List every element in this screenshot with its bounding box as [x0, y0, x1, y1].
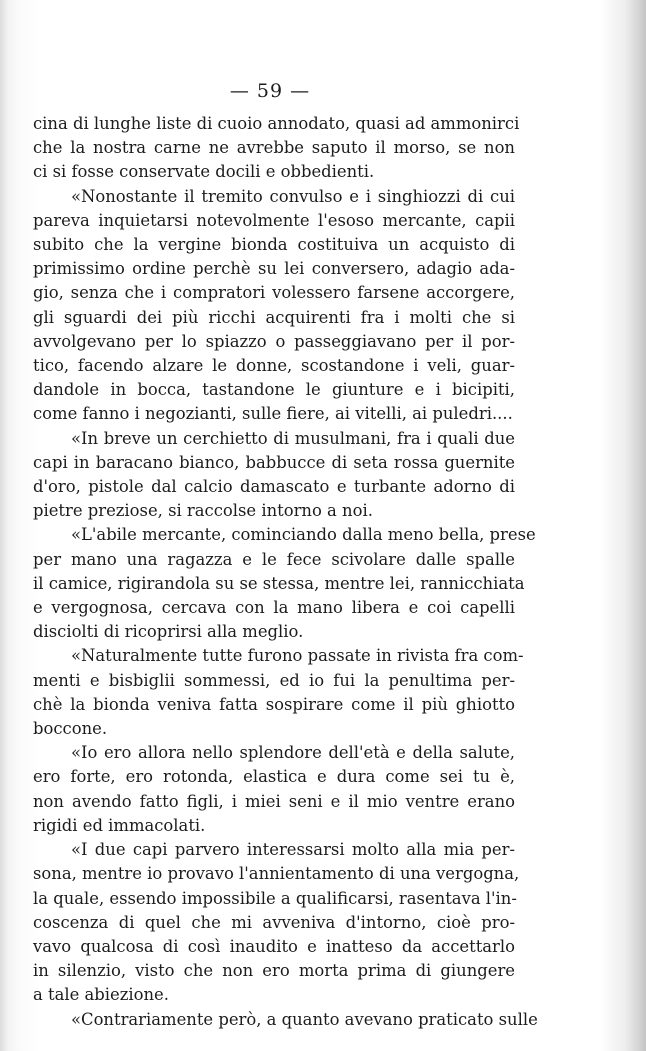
text-line: primissimo ordine perchè su lei conversero, adagio ada- — [33, 259, 515, 279]
body-text — [33, 112, 538, 1032]
text-line: coscenza di quel che mi avveniva d'intorno, cioè pro- — [33, 912, 515, 932]
text-line: «L'abile mercante, cominciando dalla meno bella, prese — [71, 525, 536, 545]
text-line: pareva inquietarsi notevolmente l'esoso mercante, capii — [33, 210, 515, 230]
text-line: gio, senza che i compratori volessero farsene accorgere, — [33, 283, 515, 303]
paragraph — [33, 838, 520, 1007]
text-line: «I due capi parvero interessarsi molto alla mia per- — [71, 840, 515, 860]
text-line: e vergognosa, cercava con la mano libera e coi capelli — [33, 598, 515, 618]
text-line: avvolgevano per lo spiazzo o passeggiavano per il por- — [33, 331, 515, 351]
text-line: menti e bisbiglii sommessi, ed io fui la penultima per- — [33, 670, 515, 690]
text-line: capi in baracano bianco, babbucce di seta rossa guernite — [33, 452, 515, 472]
text-line: cina di lunghe liste di cuoio annodato, quasi ad ammonirci — [33, 114, 520, 133]
text-line: «In breve un cerchietto di musulmani, fra i quali due — [71, 428, 515, 448]
paragraph — [33, 1008, 538, 1032]
text-line: rigidi ed immacolati. — [33, 815, 206, 835]
text-line: la quale, essendo impossibile a qualificarsi, rasentava l'in- — [33, 888, 517, 908]
text-line: chè la bionda veniva fatta sospirare come il più ghiotto — [33, 694, 515, 714]
paragraph — [33, 427, 515, 524]
text-line: in silenzio, visto che non ero morta prima di giungere — [33, 961, 515, 981]
text-line: a tale abiezione. — [33, 985, 169, 1005]
text-line: che la nostra carne ne avrebbe saputo il morso, se non — [33, 138, 515, 158]
text-line: «Io ero allora nello splendore dell'età e della salute, — [71, 743, 515, 763]
text-line: boccone. — [33, 719, 108, 739]
text-line: ci si fosse conservate docili e obbedienti. — [33, 162, 375, 182]
page-number: — 59 — — [229, 80, 311, 102]
text-line: gli sguardi dei più ricchi acquirenti fra i molti che si — [33, 307, 515, 327]
paragraph — [33, 185, 515, 427]
text-line: come fanno i negozianti, sulle fiere, ai vitelli, ai puledri.... — [33, 404, 513, 424]
text-line: «Nonostante il tremito convulso e i singhiozzi di cui — [71, 186, 515, 206]
text-line: disciolti di ricoprirsi alla meglio. — [33, 622, 304, 642]
text-line: ero forte, ero rotonda, elastica e dura come sei tu è, — [33, 767, 515, 787]
text-line: per mano una ragazza e le fece scivolare dalle spalle — [33, 549, 515, 569]
text-line: non avendo fatto figli, i miei seni e il mio ventre erano — [33, 791, 515, 811]
paragraph — [33, 112, 520, 185]
text-line: il camice, rigirandola su se stessa, mentre lei, rannicchiata — [33, 573, 525, 593]
paragraph — [33, 523, 536, 644]
paragraph — [33, 741, 515, 838]
text-line: pietre preziose, si raccolse intorno a noi. — [33, 501, 373, 521]
text-line: tico, facendo alzare le donne, scostandone i veli, guar- — [33, 356, 515, 376]
text-line: vavo qualcosa di così inaudito e inatteso da accettarlo — [33, 936, 515, 956]
text-line: «Contrariamente però, a quanto avevano praticato sulle — [71, 1009, 538, 1029]
text-line: d'oro, pistole dal calcio damascato e turbante adorno di — [33, 477, 515, 497]
text-line: sona, mentre io provavo l'annientamento di una vergogna, — [33, 864, 520, 884]
text-line: dandole in bocca, tastandone le giunture e i bicipiti, — [33, 380, 515, 400]
text-line: «Naturalmente tutte furono passate in rivista fra com- — [71, 646, 524, 666]
paragraph — [33, 644, 524, 741]
text-line: subito che la vergine bionda costituiva un acquisto di — [33, 235, 515, 255]
